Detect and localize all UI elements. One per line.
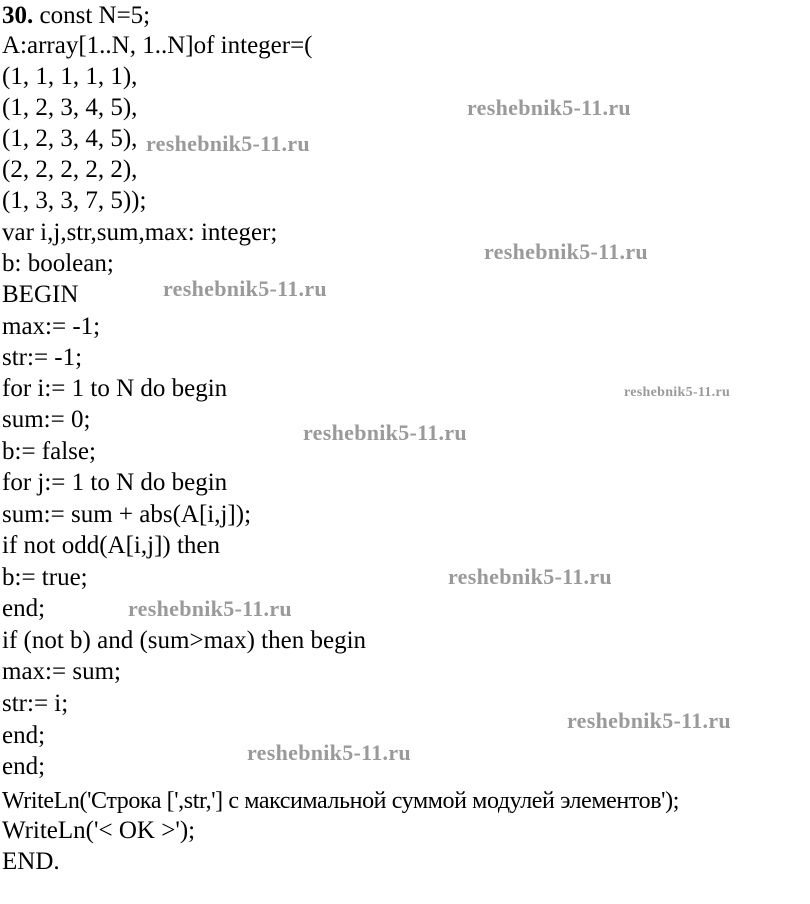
code-line-16: for j:= 1 to N do begin — [2, 469, 228, 496]
code-line-12: str:= -1; — [2, 344, 83, 371]
code-line-17: sum:= sum + abs(A[i,j]); — [2, 501, 252, 528]
code-line-8: var i,j,str,sum,max: integer; — [2, 219, 278, 246]
code-line-19: b:= true; — [2, 564, 88, 591]
watermark: reshebnik5-11.ru — [128, 596, 292, 621]
code-line-4: (1, 2, 3, 4, 5), — [2, 94, 138, 121]
watermark: reshebnik5-11.ru — [146, 131, 310, 156]
watermark: reshebnik5-11.ru — [567, 708, 731, 733]
code-line-21: if (not b) and (sum>max) then begin — [2, 627, 367, 654]
code-line-6: (2, 2, 2, 2, 2), — [2, 156, 138, 183]
code-line-22: max:= sum; — [2, 658, 121, 685]
code-line-13: for i:= 1 to N do begin — [2, 375, 228, 402]
watermark: reshebnik5-11.ru — [624, 385, 731, 400]
code-line-20: end; — [2, 595, 46, 622]
code-line-18: if not odd(A[i,j]) then — [2, 532, 221, 559]
watermark: reshebnik5-11.ru — [303, 420, 467, 445]
code-line-23: str:= i; — [2, 690, 69, 717]
code-line-25: end; — [2, 753, 46, 780]
code-line-10: BEGIN — [2, 281, 79, 308]
code-line-1 — [2, 0, 150, 32]
code-line-9: b: boolean; — [2, 250, 114, 277]
watermark: reshebnik5-11.ru — [448, 564, 612, 589]
code-line-26: WriteLn('Строка [',str,'] с максимальной суммой модулей элементов'); — [2, 788, 679, 814]
code-line-27: WriteLn('< OK >'); — [2, 817, 196, 844]
code-line-15: b:= false; — [2, 438, 96, 465]
code-line-28: END. — [2, 848, 60, 875]
code-line-5: (1, 2, 3, 4, 5), — [2, 125, 138, 152]
watermark: reshebnik5-11.ru — [163, 276, 327, 301]
watermark: reshebnik5-11.ru — [484, 239, 648, 264]
code-line-14: sum:= 0; — [2, 406, 91, 433]
code-line-24: end; — [2, 722, 46, 749]
code-line-11: max:= -1; — [2, 313, 101, 340]
code-line-3: (1, 1, 1, 1, 1), — [2, 63, 138, 90]
code-line-7: (1, 3, 3, 7, 5)); — [2, 187, 147, 214]
code-line-text: const N=5; — [39, 2, 151, 29]
watermark: reshebnik5-11.ru — [247, 740, 411, 765]
watermark: reshebnik5-11.ru — [467, 95, 631, 120]
code-line-2: A:array[1..N, 1..N]of integer=( — [2, 32, 313, 59]
problem-number: 30. — [2, 2, 34, 29]
